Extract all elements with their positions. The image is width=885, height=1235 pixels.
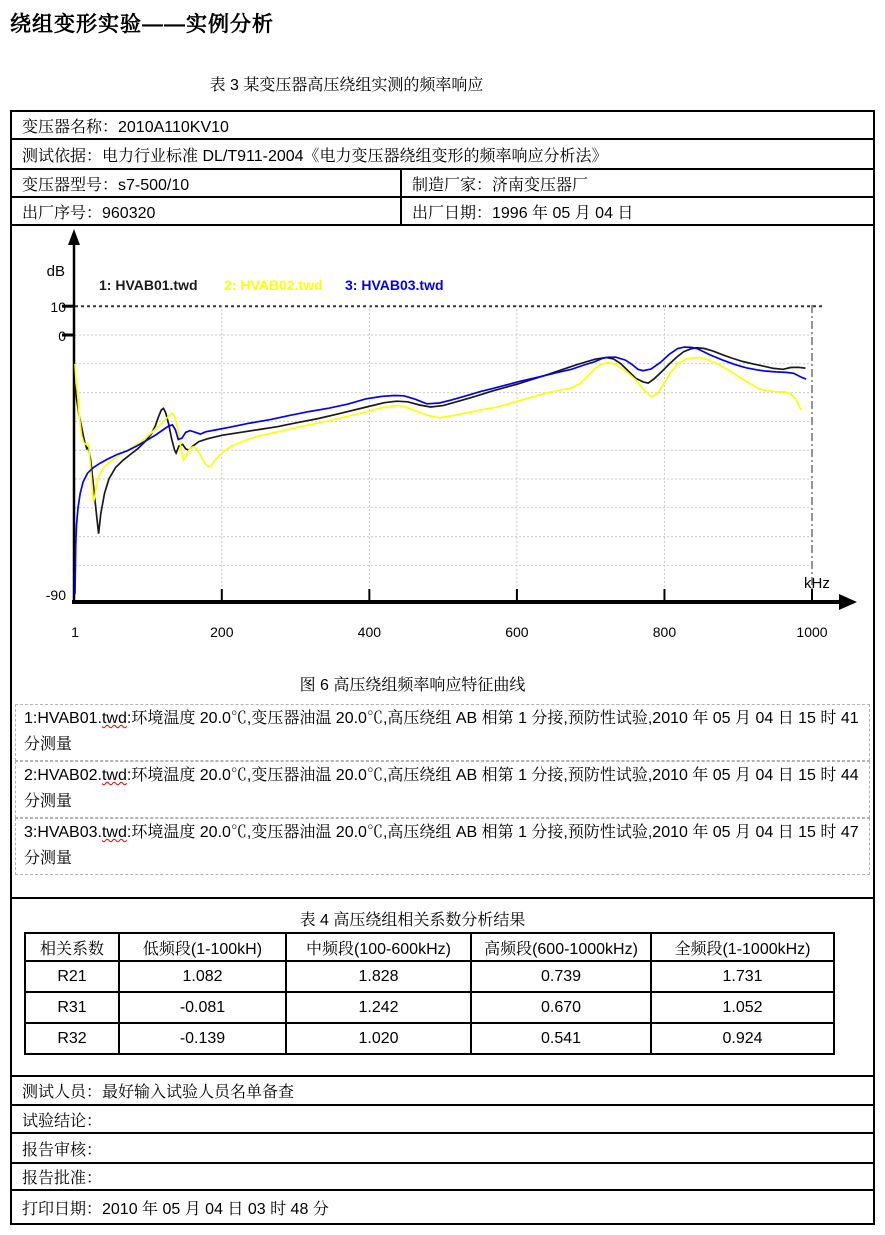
transformer-name-row [12,112,873,138]
figure6-caption: 图 6 高压绕组频率响应特征曲线 [299,677,526,694]
table4-caption: 表 4 高压绕组相关系数分析结果 [299,912,526,929]
svg-text:kHz: kHz [804,575,830,592]
coefficient-value: 1.020 [286,1023,471,1054]
coefficient-value: 0.739 [471,961,651,992]
col-header-full-band: 全频段(1-1000kHz) [651,933,834,961]
coefficient-value: 1.731 [651,961,834,992]
coefficient-value: 0.670 [471,992,651,1023]
col-header-high-band: 高频段(600-1000kHz) [471,933,651,961]
table3-caption: 表 3 某变压器高压绕组实测的频率响应 [209,77,484,94]
correlation-section [12,897,873,1075]
spellcheck-word: twd [101,710,127,727]
svg-text:1: 1 [71,624,79,640]
coefficient-value: 1.828 [286,961,471,992]
coefficient-value: 0.924 [651,1023,834,1054]
correlation-header-row [25,933,834,961]
svg-text:800: 800 [652,624,677,640]
spellcheck-word: twd [101,767,127,784]
frequency-response-chart [12,226,873,669]
svg-text:1000: 1000 [796,624,828,640]
spellcheck-word: twd [101,824,127,841]
coefficient-name: R21 [25,961,119,992]
table-row [25,992,834,1023]
table-row [25,1023,834,1054]
chart-cell [12,224,873,897]
coefficient-value: 1.082 [119,961,286,992]
coefficient-name: R31 [25,992,119,1023]
measurement-note-3: 3:HVAB03.twd:环境温度 20.0℃,变压器油温 20.0℃,高压绕组 AB 相第 1 分接,预防性试验,2010 年 05 月 04 日 15 时 47 分测量 [15,818,870,875]
factory-date: 出厂日期：1996 年 05 月 04 日 [412,204,634,222]
factory-serial: 出厂序号：960320 [12,198,402,224]
svg-text:400: 400 [357,624,382,640]
svg-text:0: 0 [58,328,66,344]
print-date: 打印日期：2010 年 05 月 04 日 03 时 48 分 [22,1200,329,1218]
svg-text:dB: dB [46,263,65,280]
correlation-table [24,932,835,1055]
coefficient-value: 0.541 [471,1023,651,1054]
coefficient-value: 1.052 [651,992,834,1023]
print-date-row [12,1189,873,1223]
transformer-name: 变压器名称：2010A110KV10 [22,118,229,136]
serial-date-row [12,196,873,224]
tester: 测试人员：最好输入试验人员名单备查 [22,1084,295,1101]
svg-text:200: 200 [210,624,234,640]
approval-row [12,1162,873,1189]
report-review: 报告审核： [22,1141,103,1159]
manufacturer: 制造厂家：济南变压器厂 [412,176,589,194]
col-header-low-band: 低频段(1-100kH) [119,933,286,961]
svg-text:600: 600 [505,624,529,640]
coefficient-name: R32 [25,1023,119,1054]
model-manufacturer-row [12,168,873,196]
col-header-mid-band: 中频段(100-600kHz) [286,933,471,961]
measurement-note-1: 1:HVAB01.twd:环境温度 20.0℃,变压器油温 20.0℃,高压绕组 AB 相第 1 分接,预防性试验,2010 年 05 月 04 日 15 时 41 分测量 [15,704,870,761]
table-row [25,961,834,992]
test-basis-row [12,138,873,168]
report-table [10,110,875,1225]
measurement-notes [15,704,870,875]
coefficient-value: -0.081 [119,992,286,1023]
conclusion: 试验结论： [22,1112,103,1130]
measurement-note-2: 2:HVAB02.twd:环境温度 20.0℃,变压器油温 20.0℃,高压绕组 AB 相第 1 分接,预防性试验,2010 年 05 月 04 日 15 时 44 分测量 [15,761,870,818]
conclusion-row [12,1104,873,1132]
review-row [12,1132,873,1162]
tester-row [12,1075,873,1104]
coefficient-value: -0.139 [119,1023,286,1054]
svg-text:10: 10 [50,299,66,316]
page-title: 绕组变形实验——实例分析 [10,13,274,36]
report-approval: 报告批准： [22,1170,103,1187]
svg-text:1: HVAB01.twd: 1: HVAB01.twd [99,277,198,293]
test-basis: 测试依据：电力行业标准 DL/T911-2004《电力变压器绕组变形的频率响应分析法》 [22,147,608,165]
svg-text:-90: -90 [45,587,66,604]
svg-text:3: HVAB03.twd: 3: HVAB03.twd [345,277,444,293]
col-header-coefficient: 相关系数 [25,933,119,961]
svg-text:2: HVAB02.twd: 2: HVAB02.twd [224,277,323,293]
transformer-model: 变压器型号：s7-500/10 [12,170,402,196]
coefficient-value: 1.242 [286,992,471,1023]
